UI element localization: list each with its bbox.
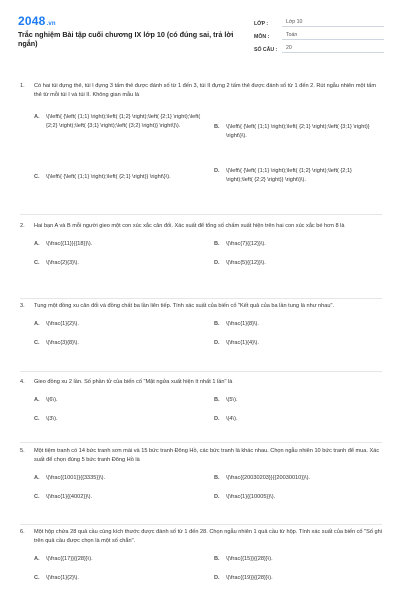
option-text: \(\frac{7}{{12}}\).: [226, 241, 266, 247]
question-number: 2.: [20, 223, 25, 229]
question-4: [20, 378, 382, 430]
option-letter: B.: [214, 124, 220, 130]
quiz-meta: [254, 14, 384, 53]
option-letter: D.: [214, 494, 220, 500]
meta-subject-label: MÔN :: [254, 34, 270, 40]
question-text: Có hai túi đựng thẻ, túi I đựng 3 tấm thẻ được đánh số từ 1 đến 3, túi II đựng 2 tấm thẻ được đánh số từ 1 đến 2. Rút ngẫu nhiên một tấm thẻ từ mỗi túi I và túi II. Không gian mẫu là: [34, 83, 377, 98]
option-b[interactable]: [214, 396, 380, 405]
question-number: 3.: [20, 303, 25, 309]
question-number: 6.: [20, 529, 25, 535]
divider: [20, 524, 382, 525]
option-letter: D.: [214, 260, 220, 266]
option-c[interactable]: [34, 173, 204, 182]
question-number: 1.: [20, 83, 25, 89]
option-text: \(\frac{1}{4}\).: [226, 340, 259, 346]
quiz-title: Trắc nghiệm Bài tập cuối chương IX lớp 10 (có đúng sai, trả lời ngắn): [18, 30, 234, 48]
option-letter: D.: [214, 340, 220, 346]
question-6: [20, 528, 382, 589]
question-text: Gieo đồng xu 2 lần. Số phần tử của biến cố "Mặt ngửa xuất hiện ít nhất 1 lần" là: [34, 379, 233, 385]
option-d[interactable]: [214, 339, 380, 348]
option-text: \(\frac{1}{2}\).: [46, 321, 79, 327]
option-letter: B.: [214, 321, 220, 327]
option-letter: A.: [34, 241, 40, 247]
option-text: \(\frac{1}{{10005}}\).: [226, 494, 276, 500]
option-c[interactable]: [34, 339, 204, 348]
option-text: \(\left\{ {\left( {1;1} \right);\left( {1;2} \right);\left( {2;1} \right);\left( {2;2} \right)} \right\}\).: [226, 168, 352, 183]
option-letter: C.: [34, 575, 40, 581]
option-letter: C.: [34, 260, 40, 266]
meta-class-label: LỚP :: [254, 21, 269, 27]
option-letter: B.: [214, 556, 220, 562]
divider: [20, 371, 382, 372]
question-2: [20, 222, 382, 274]
question-5: [20, 447, 382, 508]
option-c[interactable]: [34, 415, 204, 424]
option-text: \(\frac{{17}}{{28}}\).: [46, 556, 93, 562]
option-a[interactable]: [34, 396, 204, 405]
divider: [20, 214, 382, 215]
question-text: Một tiệm tranh có 14 bức tranh sơn mài và 15 bức tranh Đông Hồ, các bức tranh là khác nhau. Chọn ngẫu nhiên 10 bức tranh để mua. Xác suất để chọn đúng 5 bức tranh Đông Hồ là: [34, 448, 380, 463]
option-letter: B.: [214, 241, 220, 247]
meta-class: [254, 14, 384, 27]
option-b[interactable]: [214, 555, 380, 564]
option-text: \(\left\{ {\left( {1;1} \right);\left( {2;1} \right);\left( {3;1} \right)} \right\}\).: [226, 124, 370, 139]
option-text: \(\frac{5}{{12}}\).: [226, 260, 266, 266]
question-text: Hai bạn A và B mỗi người gieo một con xúc xắc cân đối. Xác suất để tổng số chấm xuất hiện trên hai con xúc xắc bé hơn 8 là: [34, 223, 345, 229]
question-1: [20, 82, 382, 199]
option-letter: A.: [34, 114, 40, 120]
option-letter: C.: [34, 416, 40, 422]
option-b[interactable]: [214, 240, 380, 249]
logo-text: 2048: [18, 14, 46, 28]
meta-subject-value: Toán: [282, 32, 384, 40]
meta-class-value: Lớp 10: [282, 19, 384, 27]
option-c[interactable]: [34, 574, 204, 583]
meta-count-label: SỐ CÂU :: [254, 47, 278, 53]
option-letter: C.: [34, 494, 40, 500]
meta-subject: [254, 27, 384, 40]
divider: [20, 442, 382, 443]
quiz-header: [18, 14, 384, 74]
question-text: Một hộp chứa 28 quả cầu cùng kích thước được đánh số từ 1 đến 28. Chọn ngẫu nhiên 1 quả cầu từ hộp. Tính xác suất của biến cố "Số ghi trên quả cầu được chọn là một số chẵn".: [34, 529, 382, 544]
option-letter: C.: [34, 174, 40, 180]
option-a[interactable]: [34, 474, 204, 483]
option-letter: A.: [34, 556, 40, 562]
option-d[interactable]: [214, 415, 380, 424]
option-b[interactable]: [214, 320, 380, 329]
site-logo[interactable]: [18, 14, 56, 28]
option-b[interactable]: [214, 123, 380, 141]
option-letter: A.: [34, 397, 40, 403]
option-text: \(\frac{{1001}}{{3335}}\).: [46, 475, 106, 481]
option-a[interactable]: [34, 555, 204, 564]
option-a[interactable]: [34, 320, 204, 329]
option-letter: D.: [214, 416, 220, 422]
option-letter: B.: [214, 475, 220, 481]
option-text: \(6\).: [46, 397, 58, 403]
question-3: [20, 302, 382, 354]
meta-count: [254, 40, 384, 53]
option-text: \(\frac{1}{8}\).: [226, 321, 259, 327]
option-text: \(\frac{2}{3}\).: [46, 260, 79, 266]
option-text: \(\left\{ {\left( {1;1} \right);\left( {2;1} \right)} \right\}\).: [46, 174, 171, 180]
question-number: 4.: [20, 379, 25, 385]
option-text: \(5\).: [226, 397, 238, 403]
option-d[interactable]: [214, 574, 380, 583]
option-letter: A.: [34, 321, 40, 327]
option-text: \(\frac{1}{{4002}}\).: [46, 494, 93, 500]
option-letter: D.: [214, 168, 220, 174]
option-c[interactable]: [34, 493, 204, 502]
option-text: \(\frac{{15}}{{28}}\).: [226, 556, 273, 562]
logo-tld: .vn: [46, 21, 56, 27]
option-text: \(\frac{{11}}{{18}}\).: [46, 241, 93, 247]
question-number: 5.: [20, 448, 25, 454]
option-text: \(\frac{{19}}{{28}}\).: [226, 575, 273, 581]
option-a[interactable]: [34, 240, 204, 249]
option-text: \(\frac{{20030203}}{{20030010}}\).: [226, 475, 310, 481]
divider: [20, 298, 382, 299]
option-a[interactable]: [34, 113, 204, 131]
option-letter: C.: [34, 340, 40, 346]
option-text: \(3\).: [46, 416, 58, 422]
option-letter: A.: [34, 475, 40, 481]
option-c[interactable]: [34, 259, 204, 268]
option-letter: B.: [214, 397, 220, 403]
option-d[interactable]: [214, 259, 380, 268]
option-d[interactable]: [214, 167, 380, 185]
option-d[interactable]: [214, 493, 380, 502]
option-letter: D.: [214, 575, 220, 581]
option-text: \(\frac{3}{8}\).: [46, 340, 79, 346]
option-text: \(4\).: [226, 416, 238, 422]
meta-count-value: 20: [282, 45, 384, 53]
option-b[interactable]: [214, 474, 380, 483]
question-text: Tung một đồng xu cân đối và đồng chất ba lần liên tiếp. Tính xác suất của biến cố "Kết quả của ba lần tung là như nhau".: [34, 303, 335, 309]
option-text: \(\left\{ {\left( {1;1} \right);\left( {1;2} \right);\left( {2;1} \right);\left( {2;2} \right);\left( {3;1} \right);\left( {3;2} \right)} \right\}\).: [46, 114, 201, 129]
option-text: \(\frac{1}{2}\).: [46, 575, 79, 581]
